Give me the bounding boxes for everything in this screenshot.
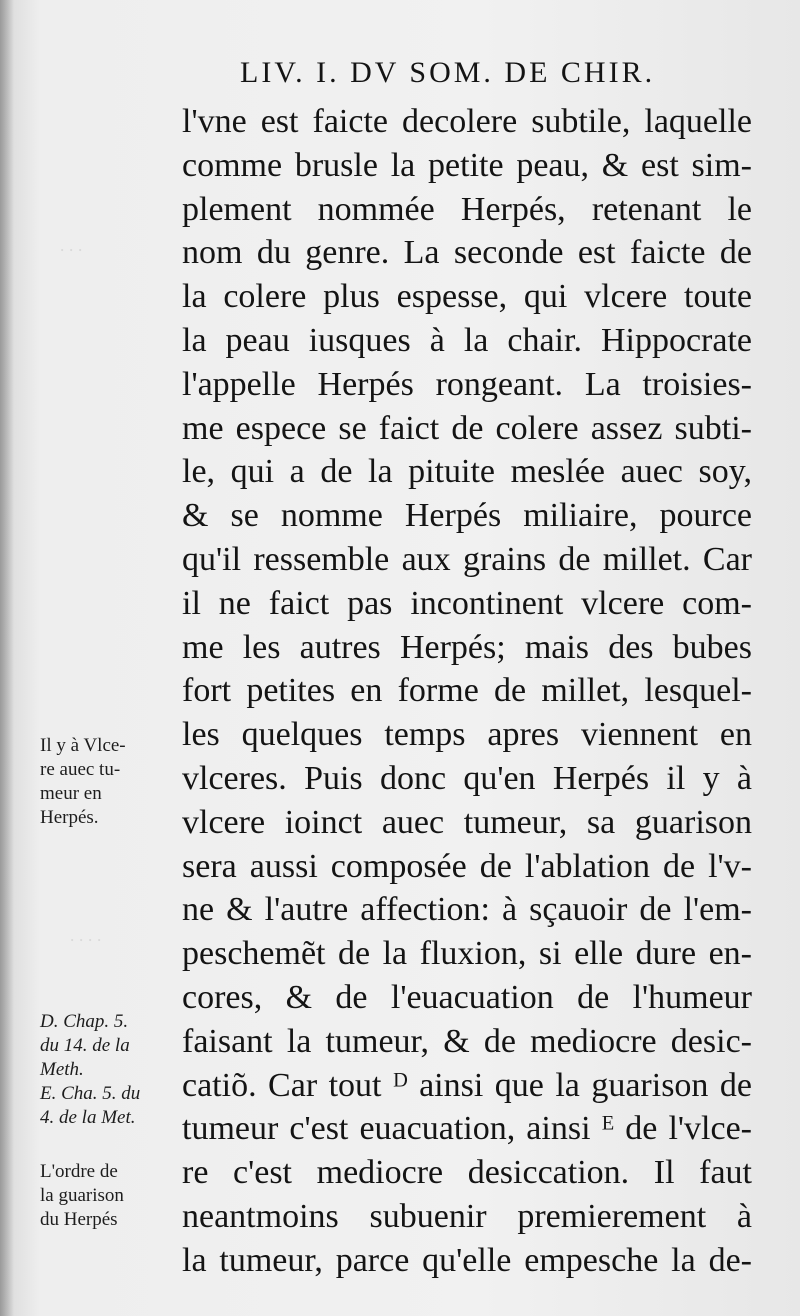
text-line: l'vne est faicte decolere subtile, laquelle	[182, 103, 752, 140]
text-line: re c'est mediocre desiccation. Il faut	[182, 1154, 752, 1192]
text-line: me espece se faict de colere assez subti-	[182, 409, 752, 447]
text-line: neantmoins subuenir premierement à	[182, 1197, 752, 1235]
text-line: la colere plus espesse, qui vlcere toute	[182, 278, 752, 316]
bleed-through-mark: ∙ ∙ ∙ ∙	[70, 930, 102, 950]
margin-note-line: Meth.	[40, 1059, 84, 1080]
margin-note-order-of-cure	[40, 1160, 180, 1232]
text-line: vlcere ioinct auec tumeur, sa guarison	[182, 803, 752, 841]
running-head: LIV. I. DV SOM. DE CHIR.	[240, 56, 656, 89]
text-line: vlceres. Puis donc qu'en Herpés il y à	[182, 759, 752, 797]
text-line: la tumeur, parce qu'elle empesche la de-	[182, 1241, 752, 1279]
margin-note-line: du Herpés	[40, 1209, 118, 1230]
text-line: me les autres Herpés; mais des bubes	[182, 628, 752, 666]
text-line: comme brusle la petite peau, & est sim-	[182, 146, 752, 184]
text-line: faisant la tumeur, & de mediocre desic-	[182, 1022, 752, 1060]
margin-note-line: D. Chap. 5.	[40, 1011, 129, 1032]
text-line: l'appelle Herpés rongeant. La troisies-	[182, 365, 752, 403]
text-line: ne & l'autre affection: à sçauoir de l'em-	[182, 891, 752, 929]
text-line: & se nomme Herpés miliaire, pource	[182, 497, 752, 535]
margin-note-line: L'ordre de	[40, 1161, 118, 1182]
text-line: sera aussi composée de l'ablation de l'v-	[182, 847, 752, 885]
margin-note-line: re auec tu-	[40, 759, 121, 780]
margin-note-line: E. Cha. 5. du	[40, 1083, 141, 1104]
text-line: les quelques temps apres viennent en	[182, 716, 752, 754]
text-line: la peau iusques à la chair. Hippocrate	[182, 321, 752, 359]
margin-note-line: du 14. de la	[40, 1035, 130, 1056]
main-text-block	[182, 100, 752, 1283]
margin-note-ulcer-tumor	[40, 734, 180, 830]
text-line: qu'il ressemble aux grains de millet. Car	[182, 540, 752, 578]
text-line: plement nommée Herpés, retenant le	[182, 190, 752, 228]
text-line: fort petites en forme de millet, lesquel-	[182, 672, 752, 710]
text-line: nom du genre. La seconde est faicte de	[182, 234, 752, 272]
margin-note-line: 4. de la Met.	[40, 1107, 136, 1128]
margin-note-line: la guarison	[40, 1185, 124, 1206]
bleed-through-mark: ∙ ∙ ∙	[60, 240, 83, 260]
text-line: le, qui a de la pituite meslée auec soy,	[182, 453, 752, 491]
text-line: cores, & de l'euacuation de l'humeur	[182, 978, 752, 1016]
margin-note-line: meur en	[40, 783, 102, 804]
margin-note-line: Herpés.	[40, 807, 99, 828]
text-line: peschemẽt de la fluxion, si elle dure en-	[182, 935, 752, 973]
margin-note-references	[40, 1010, 180, 1130]
margin-note-line: Il y à Vlce-	[40, 735, 126, 756]
text-line: tumeur c'est euacuation, ainsi ᴱ de l'vlce-	[182, 1110, 752, 1148]
text-line: il ne faict pas incontinent vlcere com-	[182, 584, 752, 622]
page-gutter-shadow	[0, 0, 14, 1316]
text-line: catiõ. Car tout ᴰ ainsi que la guarison de	[182, 1066, 752, 1104]
